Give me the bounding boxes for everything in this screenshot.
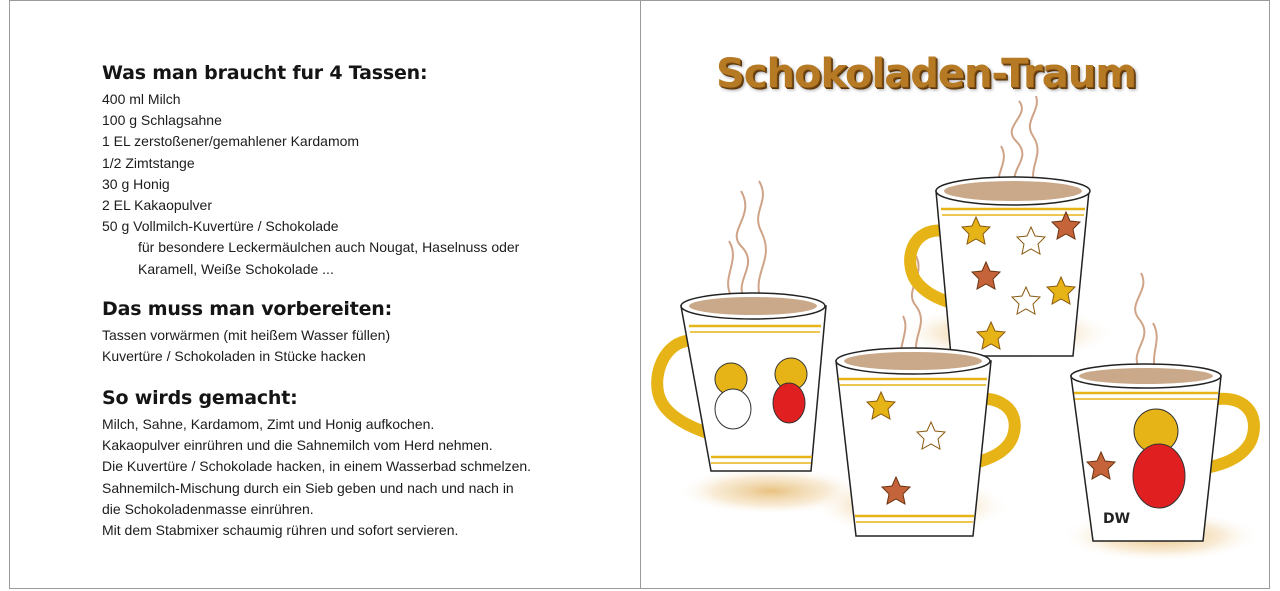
method-line: Mit dem Stabmixer schaumig rühren und sofort servieren. [102, 522, 459, 539]
ingredient-note: Karamell, Weiße Schokolade ... [138, 260, 334, 277]
right-page [640, 0, 1270, 589]
ingredients-section [102, 61, 622, 280]
preparation-heading: Das muss man vorbereiten: [102, 298, 392, 320]
method-section [102, 386, 622, 541]
method-heading: So wirds gemacht: [102, 387, 298, 409]
method-line: Sahnemilch-Mischung durch ein Sieb geben und nach und nach in [102, 479, 514, 496]
ingredients-heading: Was man braucht fur 4 Tassen: [102, 62, 428, 84]
ingredient-item: 1/2 Zimtstange [102, 154, 195, 171]
ingredient-item: 30 g Honig [102, 175, 170, 192]
artist-signature: DW [1103, 511, 1131, 527]
preparation-section [102, 297, 622, 367]
ingredient-item: 400 ml Milch [102, 91, 181, 107]
mug-with-bears [657, 293, 826, 471]
ingredient-note: für besondere Leckermäulchen auch Nougat, Haselnuss oder [138, 239, 520, 256]
preparation-item: Tassen vorwärmen (mit heißem Wasser füllen) [102, 327, 391, 343]
method-line: Kakaopulver einrühren und die Sahnemilch vom Herd nehmen. [102, 437, 493, 454]
ingredient-item: 50 g Vollmilch-Kuvertüre / Schokolade [102, 218, 339, 235]
recipe-title: Schokoladen-Traum [716, 51, 1136, 97]
left-page [9, 0, 641, 589]
ingredient-item: 2 EL Kakaopulver [102, 197, 212, 214]
method-line: die Schokoladenmasse einrühren. [102, 500, 314, 517]
method-line: Milch, Sahne, Kardamom, Zimt und Honig aufkochen. [102, 416, 435, 432]
preparation-item: Kuvertüre / Schokoladen in Stücke hacken [102, 348, 366, 365]
method-line: Die Kuvertüre / Schokolade hacken, in einem Wasserbad schmelzen. [102, 458, 532, 475]
mug-with-bear [1071, 364, 1254, 541]
ingredient-item: 100 g Schlagsahne [102, 112, 222, 129]
hot-chocolate-mugs-illustration [641, 91, 1271, 590]
ingredient-item: 1 EL zerstoßener/gemahlener Kardamom [102, 133, 360, 150]
